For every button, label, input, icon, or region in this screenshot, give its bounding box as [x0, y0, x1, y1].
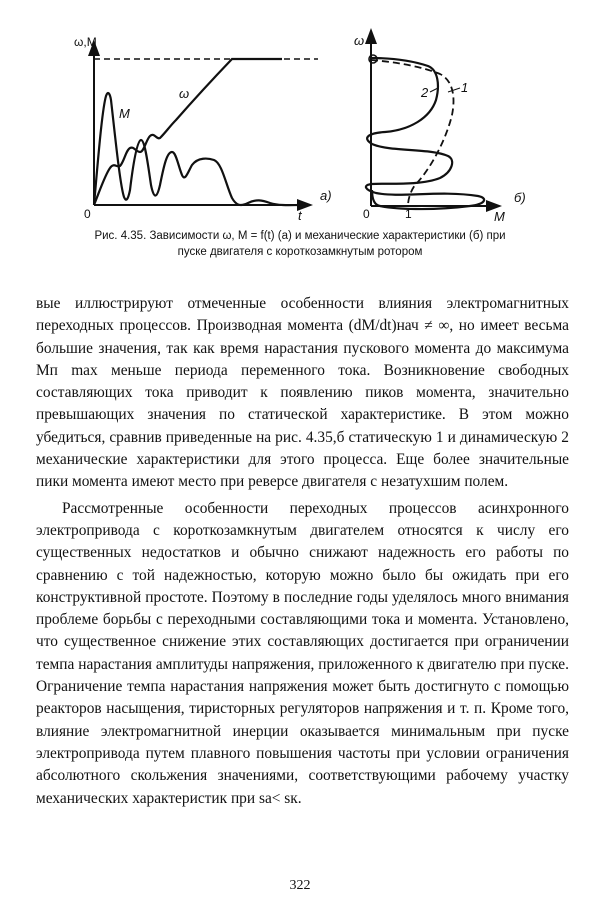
- caption-line-1: Рис. 4.35. Зависимости ω, M = f(t) (а) и механические характеристики (б) при: [94, 230, 506, 242]
- left-panel: [94, 48, 318, 205]
- moment-curve-label: M: [119, 106, 130, 121]
- figure-graphics: [0, 0, 600, 230]
- curve-1-label: 1: [461, 80, 469, 95]
- left-x-axis-label: t: [298, 208, 302, 223]
- right-panel: [366, 36, 494, 209]
- page-number: 322: [289, 878, 311, 893]
- body-text: [36, 293, 569, 810]
- curve-2-label: 2: [421, 85, 429, 100]
- curve-1-leader: [448, 88, 460, 92]
- left-y-axis-label: ω,M: [74, 35, 97, 49]
- right-x-axis-label: M: [494, 209, 505, 224]
- left-origin-label: 0: [84, 207, 91, 221]
- caption-line-2: пуске двигателя с короткозамкнутым ротором: [177, 246, 423, 258]
- paragraph-1: вые иллюстрируют отмеченные особенности влияния электромагнитных переходных процессов. Производная момента (dM/dt)нач ≠ ∞, но имеет весьма большие значения, так как время нарастания пускового момента до максимума Mп max меньше периода переменного тока. Возникновение свободных составляющих тока приводит к появлению пиков момента, значительно превышающих значения по статической характеристике. В этом можно убедиться, сравнив приведенные на рис. 4.35,б статическую 1 и динамическую 2 механические характеристики для этого процесса. Еще более значительные пики момента имеют место при реверсе двигателя с незатухшим полем.: [36, 295, 569, 491]
- right-y-axis-label: ω: [354, 33, 365, 48]
- left-panel-label: а): [320, 188, 332, 203]
- right-panel-label: б): [514, 190, 526, 205]
- right-tick-label: 1: [405, 207, 412, 221]
- speed-curve-label: ω: [179, 86, 190, 101]
- right-origin-label: 0: [363, 207, 370, 221]
- paragraph-2: Рассмотренные особенности переходных процессов асинхронного электропривода с короткозамкнутым двигателем относятся к числу его существенных недостатков и обычно снижают надежность его работы по сравнению с той надежностью, которую можно было бы ожидать при его конструктивной простоте. Поэтому в последние годы уделялось много внимания проблеме борьбы с переходными составляющими тока и момента. Установлено, что существенное снижение этих составляющих достигается при ограничении темпа нарастания амплитуды напряжения, приложенного к двигателю при пуске. Ограничение темпа нарастания напряжения может быть достигнуто с помощью реакторов насыщения, тиристорных регуляторов напряжения и т. п. Кроме того, влияние электромагнитной инерции оказывается минимальным при пуске электропривода путем плавного повышения частоты при условии ограничения абсолютного скольжения значениями, соответствующими рабочему участку механических характеристик при sа< sк.: [36, 499, 569, 807]
- figure-caption: [40, 228, 560, 260]
- figure-4-35: [0, 0, 600, 230]
